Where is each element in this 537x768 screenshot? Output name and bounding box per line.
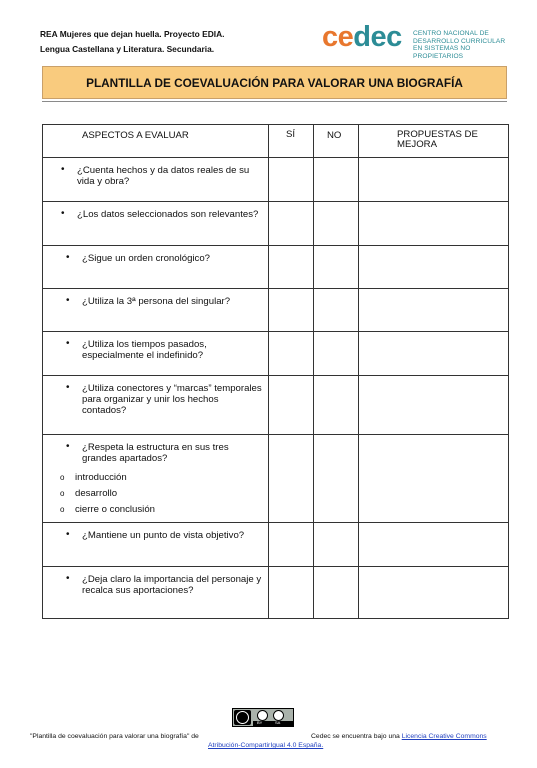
si-cell[interactable] [269,567,314,619]
propuestas-cell[interactable] [359,567,509,619]
no-cell[interactable] [314,202,359,246]
cedec-logo [322,21,522,60]
table-row [43,246,509,289]
aspect-text: • ¿Respeta la estructura en sus tres grandes apartados? [43,435,268,464]
no-cell[interactable] [314,376,359,435]
propuestas-cell[interactable] [359,289,509,332]
aspect-cell [43,435,269,523]
aspect-cell [43,567,269,619]
logo-subtitle [413,30,522,60]
si-cell[interactable] [269,158,314,202]
cc-logo-icon [234,710,251,725]
table-row [43,158,509,202]
si-cell[interactable] [269,435,314,523]
aspect-text: • ¿Los datos seleccionados son relevantes? [43,202,268,220]
sublist-item: o cierre o conclusión [43,502,268,518]
header-line-1: REA Mujeres que dejan huella. Proyecto EDIA. [40,29,225,39]
cc-terms-band [253,721,293,726]
logo-sub-line-3: EN SISTEMAS NO PROPIETARIOS [413,45,471,60]
propuestas-cell[interactable] [359,376,509,435]
table-row [43,435,509,523]
cc-license-badge [232,708,294,727]
aspect-text: • ¿Cuenta hechos y da datos reales de su vida y obra? [43,158,268,187]
no-cell[interactable] [314,523,359,567]
no-cell[interactable] [314,567,359,619]
no-cell[interactable] [314,246,359,289]
si-cell[interactable] [269,246,314,289]
aspect-text: • ¿Mantiene un punto de vista objetivo? [43,523,268,541]
cc-sa-label: SA [275,720,281,725]
logo-wordmark [322,20,402,54]
no-cell[interactable] [314,435,359,523]
cc-by-label: BY [257,720,263,725]
cc-circle-icon [236,711,249,724]
propuestas-cell[interactable] [359,246,509,289]
title-divider [42,101,507,102]
propuestas-cell[interactable] [359,332,509,376]
header-aspectos: ASPECTOS A EVALUAR [43,125,269,158]
propuestas-cell[interactable] [359,202,509,246]
header-project-info [40,27,224,57]
structure-sublist [43,470,268,518]
aspect-text: • ¿Sigue un orden cronológico? [43,246,268,264]
si-cell[interactable] [269,523,314,567]
propuestas-cell[interactable] [359,435,509,523]
si-cell[interactable] [269,376,314,435]
aspect-text: • ¿Deja claro la importancia del personaje y recalca sus aportaciones? [43,567,268,596]
sublist-item: o desarrollo [43,486,268,502]
aspect-cell [43,158,269,202]
aspect-text: • ¿Utiliza conectores y “marcas” temporales para organizar y unir los hechos contados? [43,376,268,416]
propuestas-cell[interactable] [359,158,509,202]
aspect-cell [43,376,269,435]
si-cell[interactable] [269,332,314,376]
table-row [43,376,509,435]
aspect-cell [43,523,269,567]
table-row [43,332,509,376]
header-line-2: Lengua Castellana y Literatura. Secundaria. [40,44,215,54]
si-cell[interactable] [269,289,314,332]
license-link-continued[interactable]: Atribución-CompartirIgual 4.0 España. [208,742,324,749]
aspect-text: • ¿Utiliza los tiempos pasados, especialmente el indefinido? [43,332,268,361]
footer-attribution: "Plantilla de coevaluación para valorar una biografía" de [30,733,199,740]
table-row [43,289,509,332]
footer-license-prefix: Cedec se encuentra bajo una [311,733,400,740]
table-header-row [43,125,509,158]
logo-sub-line-2: DESARROLLO CURRICULAR [413,37,506,45]
header-no: NO [314,125,359,158]
no-cell[interactable] [314,332,359,376]
header-si: SÍ [269,125,314,158]
document-title: PLANTILLA DE COEVALUACIÓN PARA VALORAR UNA BIOGRAFÍA [42,66,507,99]
aspect-cell [43,289,269,332]
evaluation-table [42,124,509,619]
logo-word-dec: dec [353,21,402,53]
aspect-cell [43,246,269,289]
footer-license-line-2 [208,742,323,749]
propuestas-cell[interactable] [359,523,509,567]
aspect-cell [43,202,269,246]
license-link[interactable]: Licencia Creative Commons [401,733,487,740]
aspect-text: • ¿Utiliza la 3ª persona del singular? [43,289,268,307]
logo-word-ce: ce [322,21,354,53]
sublist-item: o introducción [43,470,268,486]
si-cell[interactable] [269,202,314,246]
no-cell[interactable] [314,289,359,332]
logo-sub-line-1: CENTRO NACIONAL DE [413,30,489,37]
table-row [43,523,509,567]
table-row [43,567,509,619]
footer-license-line [311,733,487,740]
aspect-cell [43,332,269,376]
table-row [43,202,509,246]
no-cell[interactable] [314,158,359,202]
header-propuestas: PROPUESTAS DE MEJORA [359,125,509,158]
